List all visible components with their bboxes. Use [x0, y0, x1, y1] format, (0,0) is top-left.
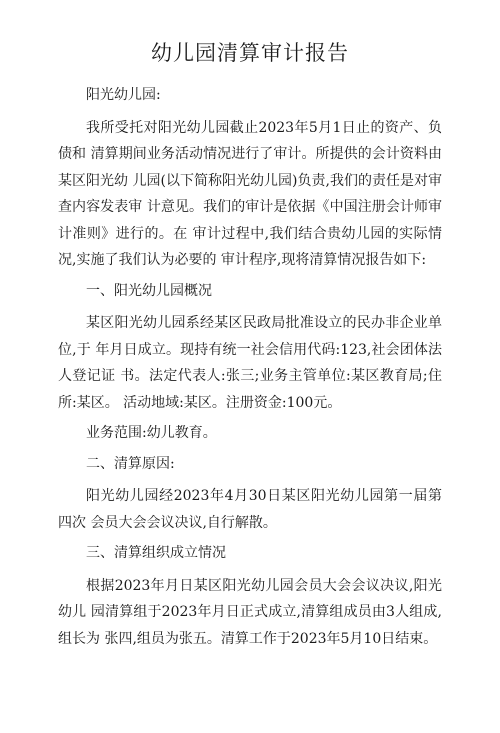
section-3-paragraph-1: 根据2023年月日某区阳光幼儿园会员大会会议决议,阳光幼儿 园清算组于2023年月日正式成立,清算组成员由3人组成,组长为 张四,组员为张五。清算工作于2023年5月10日结束。 — [58, 577, 442, 647]
section-3-heading: 三、清算组织成立情况 — [86, 545, 226, 561]
section-1-paragraph-1: 某区阳光幼儿园系经某区民政局批准设立的民办非企业单位,于 年月日成立。现持有统一社会信用代码:123,社会团体法人登记证 书。法定代表人:张三;业务主管单位:某区教育局;住所:某区。 活动地域:某区。注册资金:100元。 — [58, 315, 442, 411]
document-title: 幼儿园清算审计报告 — [151, 41, 349, 65]
section-1-heading: 一、阳光幼儿园概况 — [86, 282, 212, 299]
section-2-heading: 二、清算原因: — [86, 455, 175, 472]
section-1-paragraph-2: 业务范围:幼儿教育。 — [86, 425, 217, 441]
section-2-paragraph-1: 阳光幼儿园经2023年4月30日某区阳光幼儿园第一届第四次 会员大会会议决议,自行解散。 — [58, 488, 442, 531]
intro-paragraph: 我所受托对阳光幼儿园截止2023年5月1日止的资产、负债和 清算期间业务活动情况进行了审计。所提供的会计资料由某区阳光幼 儿园(以下简称阳光幼儿园)负责,我们的责任是对审查内容发表审 计意见。我们的审计是依据《中国注册会计师审计准则》进行的。在 审计过程中,我们结合贵幼儿园的实际情况,实施了我们认为必要的 审计程序,现将清算情况报告如下: — [58, 119, 442, 268]
salutation: 阳光幼儿园: — [86, 87, 161, 103]
